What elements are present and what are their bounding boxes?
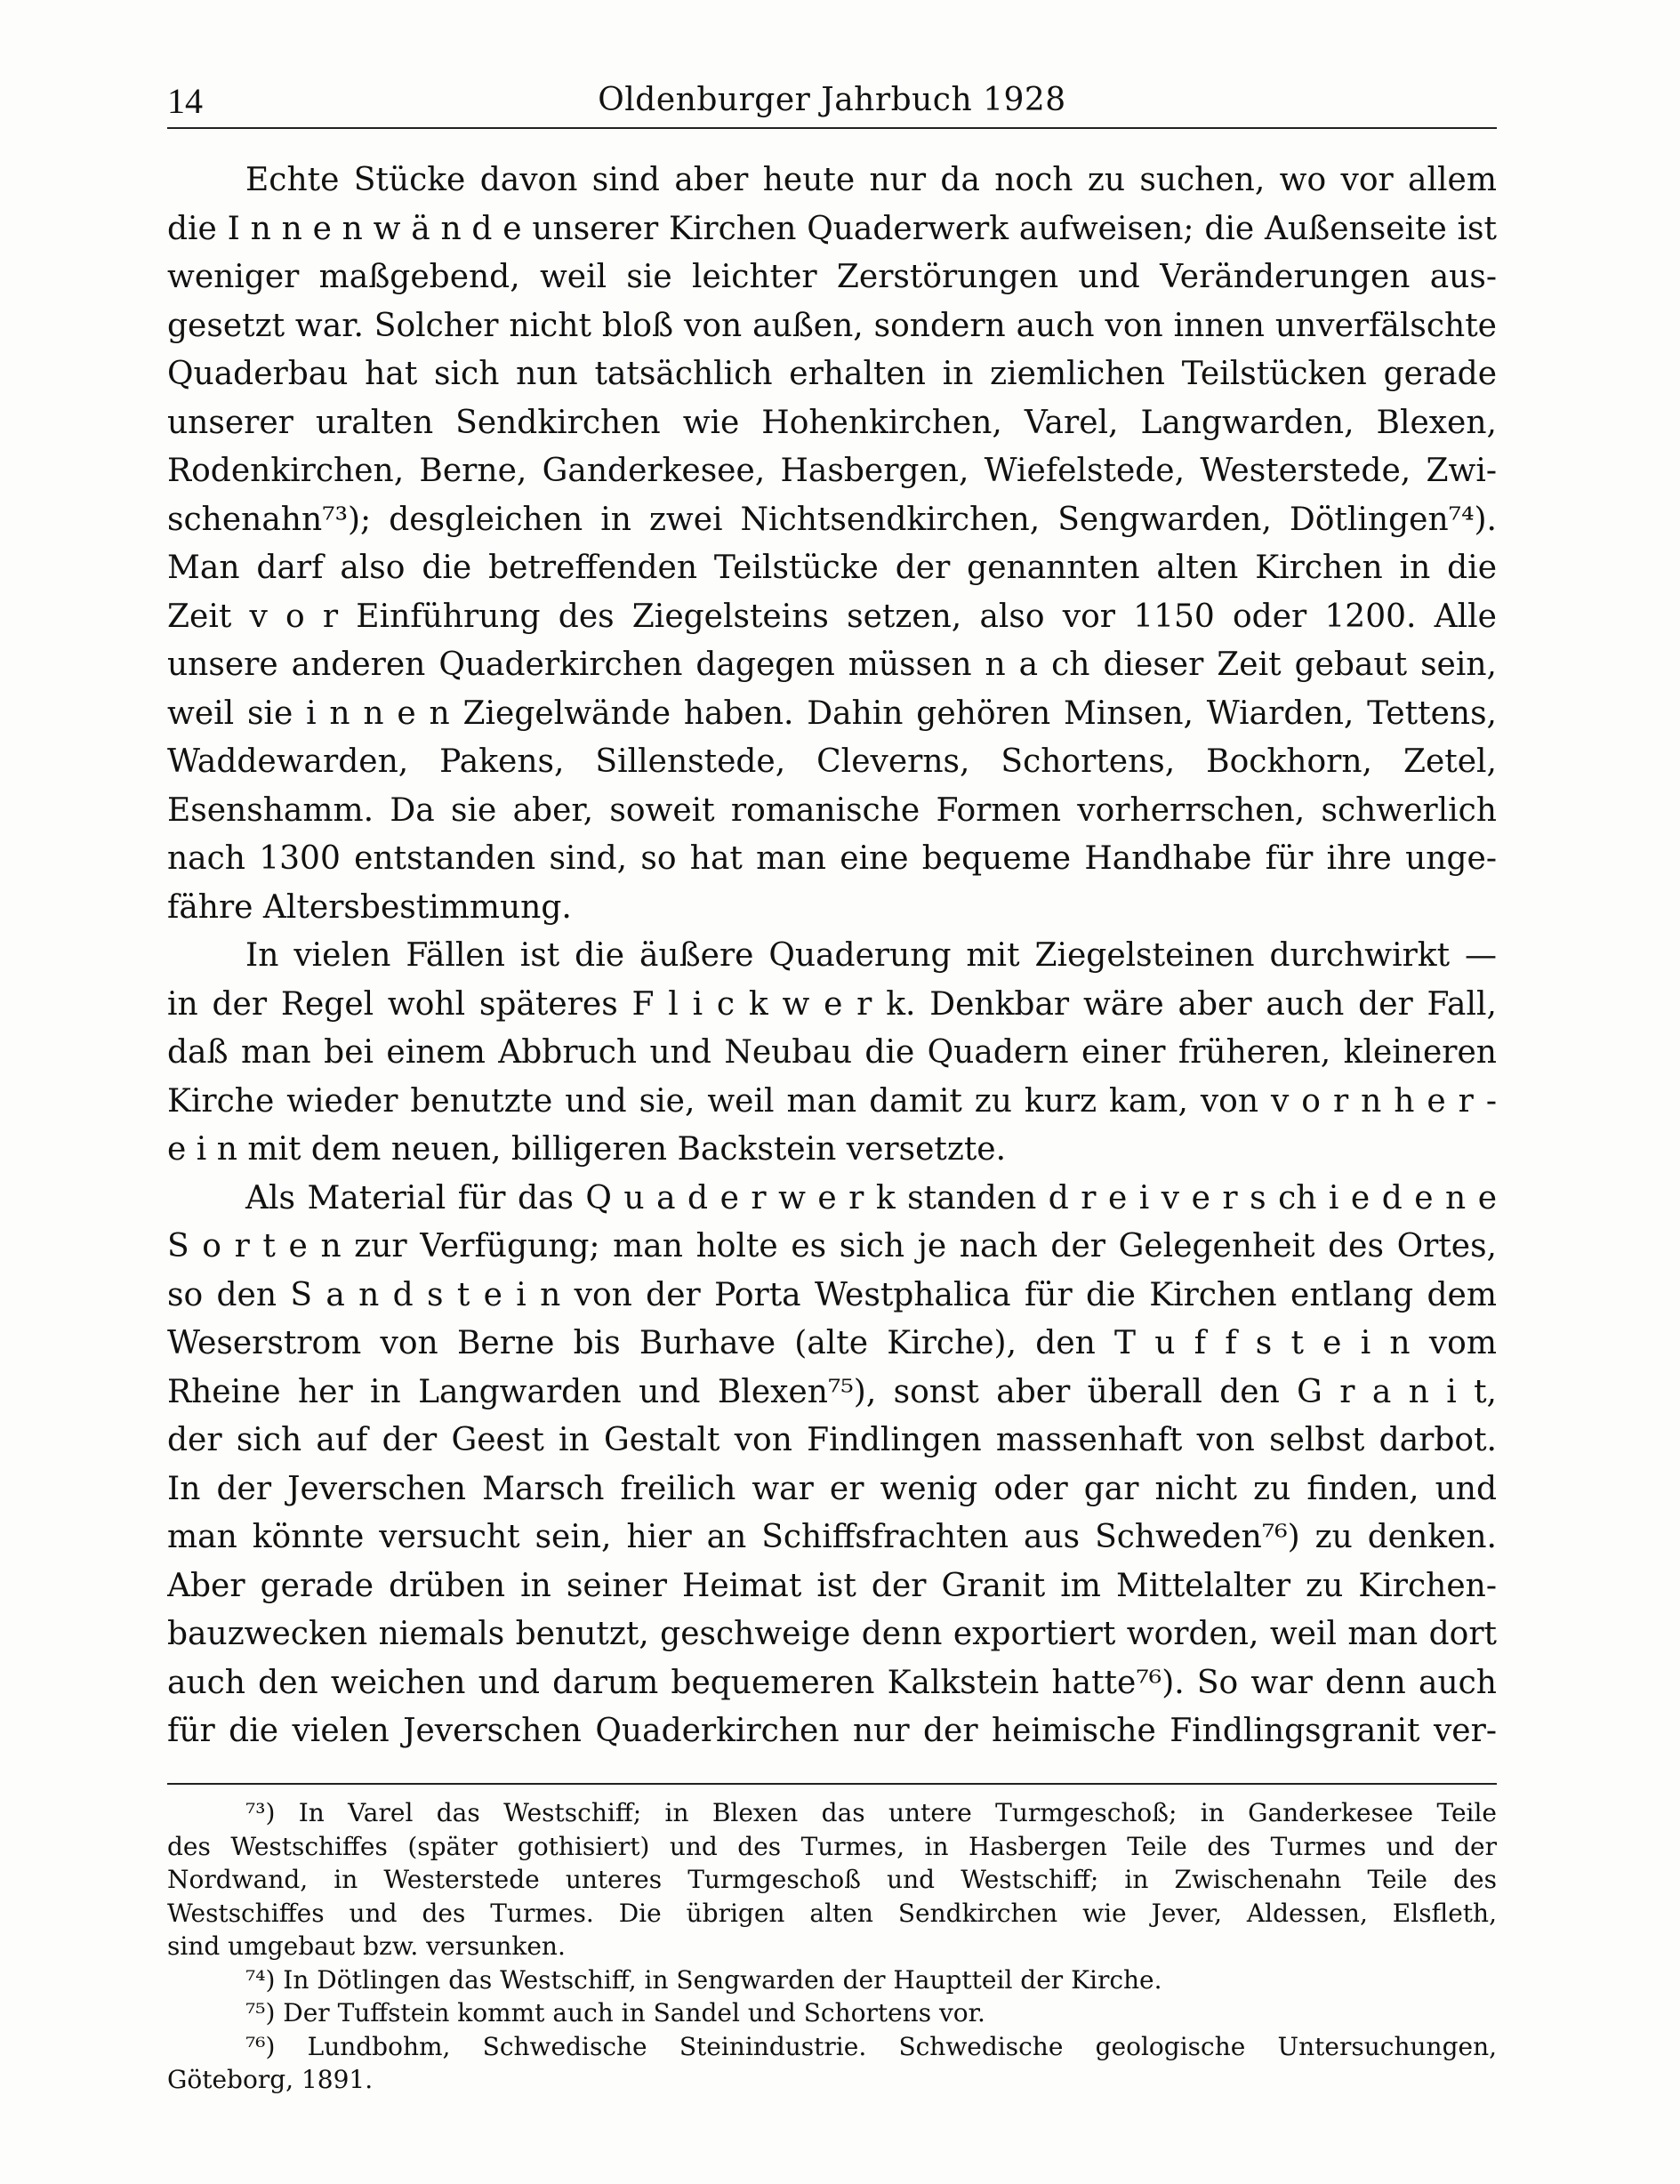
body-line: bauzwecken niemals benutzt, geschweige denn exportiert worden, weil man dort	[167, 1616, 1497, 1652]
body-text	[167, 157, 1497, 1756]
running-title: Oldenburger Jahrbuch 1928	[598, 82, 1066, 118]
body-line: fähre Altersbestimmung.	[167, 888, 572, 926]
body-line: man könnte versucht sein, hier an Schiffsfrachten aus Schweden⁷⁶) zu denken.	[167, 1519, 1497, 1555]
body-line: gesetzt war. Solcher nicht bloß von außen, sondern auch von innen unverfälschte	[167, 307, 1497, 344]
body-line: Aber gerade drüben in seiner Heimat ist der Granit im Mittelalter zu Kirchen-	[167, 1567, 1497, 1604]
body-line: Man darf also die betreffenden Teilstücke der genannten alten Kirchen in die	[167, 550, 1497, 586]
header-rule	[167, 127, 1497, 129]
body-line: Echte Stücke davon sind aber heute nur da noch zu suchen, wo vor allem	[245, 162, 1497, 198]
footnote-line: ⁷³) In Varel das Westschiff; in Blexen das untere Turmgeschoß; in Ganderkesee Teile	[245, 1798, 1497, 1827]
body-line: für die vielen Jeverschen Quaderkirchen nur der heimische Findlingsgranit ver-	[167, 1713, 1497, 1749]
body-line: so den S a n d s t e i n von der Porta Westphalica für die Kirchen entlang dem	[167, 1276, 1497, 1313]
body-line: Esenshamm. Da sie aber, soweit romanische Formen vorherrschen, schwerlich	[167, 791, 1497, 829]
footnote-line: sind umgebaut bzw. versunken.	[167, 1931, 566, 1961]
body-line: weniger maßgebend, weil sie leichter Zerstörungen und Veränderungen aus-	[167, 259, 1497, 295]
body-line: unsere anderen Quaderkirchen dagegen müssen n a ch dieser Zeit gebaut sein,	[167, 646, 1497, 683]
body-line: schenahn⁷³); desgleichen in zwei Nichtsendkirchen, Sengwarden, Dötlingen⁷⁴).	[167, 501, 1497, 538]
body-line: weil sie i n n e n Ziegelwände haben. Dahin gehören Minsen, Wiarden, Tettens,	[167, 695, 1497, 732]
footnote-line: Nordwand, in Westerstede unteres Turmgeschoß und Westschiff; in Zwischenahn Teile des	[167, 1865, 1497, 1894]
body-line: auch den weichen und darum bequemeren Kalkstein hatte⁷⁶). So war denn auch	[167, 1664, 1497, 1701]
body-line: daß man bei einem Abbruch und Neubau die Quadern einer früheren, kleineren	[167, 1034, 1497, 1071]
body-line: In vielen Fällen ist die äußere Quaderung mit Ziegelsteinen durchwirkt —	[245, 937, 1497, 974]
body-line: e i n mit dem neuen, billigeren Backstein versetzte.	[167, 1131, 1007, 1168]
body-line: Quaderbau hat sich nun tatsächlich erhalten in ziemlichen Teilstücken gerade	[167, 356, 1497, 392]
page-number: 14	[167, 81, 203, 121]
body-line: Zeit v o r Einführung des Ziegelsteins setzen, also vor 1150 oder 1200. Alle	[167, 598, 1497, 635]
footnote-line: ⁷⁵) Der Tuffstein kommt auch in Sandel und Schortens vor.	[245, 1998, 985, 2027]
footnotes	[167, 1796, 1497, 2097]
body-line: In der Jeverschen Marsch freilich war er wenig oder gar nicht zu finden, und	[167, 1470, 1497, 1507]
body-line: unserer uralten Sendkirchen wie Hohenkirchen, Varel, Langwarden, Blexen,	[167, 404, 1497, 441]
body-line: Waddewarden, Pakens, Sillenstede, Cleverns, Schortens, Bockhorn, Zetel,	[167, 743, 1497, 780]
body-line: die I n n e n w ä n d e unserer Kirchen Quaderwerk aufweisen; die Außenseite ist	[167, 210, 1497, 247]
body-line: Rheine her in Langwarden und Blexen⁷⁵), sonst aber überall den G r a n i t,	[167, 1373, 1497, 1410]
page-header	[167, 73, 1497, 126]
body-line: nach 1300 entstanden sind, so hat man eine bequeme Handhabe für ihre unge-	[167, 840, 1497, 877]
footnote-line: ⁷⁶) Lundbohm, Schwedische Steinindustrie. Schwedische geologische Untersuchungen,	[245, 2031, 1497, 2061]
footnote-line: Westschiffes und des Turmes. Die übrigen alten Sendkirchen wie Jever, Aldessen, Elsfleth,	[167, 1898, 1497, 1928]
body-line: Weserstrom von Berne bis Burhave (alte Kirche), den T u f f s t e i n vom	[167, 1325, 1497, 1361]
footnote-line: des Westschiffes (später gothisiert) und des Turmes, in Hasbergen Teile des Turmes und der	[167, 1831, 1497, 1861]
footnote-line: ⁷⁴) In Dötlingen das Westschiff, in Sengwarden der Hauptteil der Kirche.	[245, 1964, 1162, 1995]
body-line: der sich auf der Geest in Gestalt von Findlingen massenhaft von selbst darbot.	[167, 1422, 1497, 1458]
body-line: in der Regel wohl späteres F l i c k w e r k. Denkbar wäre aber auch der Fall,	[167, 985, 1497, 1023]
body-line: Als Material für das Q u a d e r w e r k standen d r e i v e r s ch i e d e n e	[245, 1179, 1497, 1216]
body-line: Kirche wieder benutzte und sie, weil man damit zu kurz kam, von v o r n h e r -	[167, 1082, 1497, 1120]
body-line: S o r t e n zur Verfügung; man holte es sich je nach der Gelegenheit des Ortes,	[167, 1228, 1497, 1265]
footnote-rule	[167, 1783, 1497, 1785]
body-line: Rodenkirchen, Berne, Ganderkesee, Hasbergen, Wiefelstede, Westerstede, Zwi-	[167, 453, 1497, 489]
footnote-line: Göteborg, 1891.	[167, 2065, 374, 2094]
